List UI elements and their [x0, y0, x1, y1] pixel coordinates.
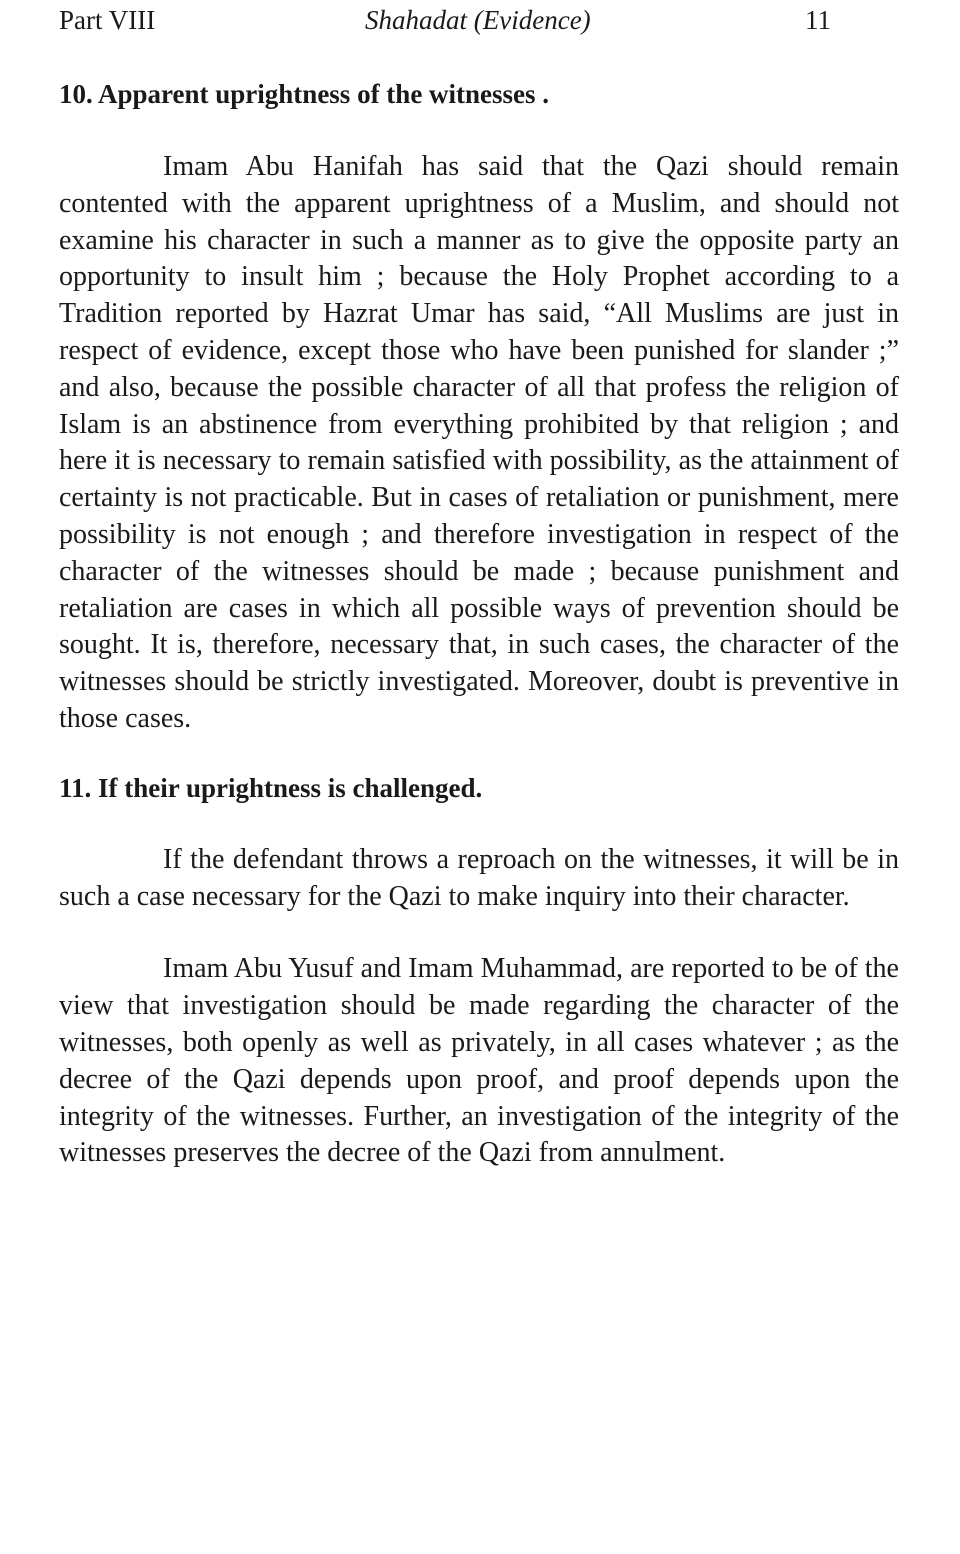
- header-part: Part VIII: [59, 5, 156, 35]
- paragraph: Imam Abu Yusuf and Imam Muhammad, are reported to be of the view that investigation should be made regarding the character of the witnesses, both openly as well as privately, in all cases whatever ; as the decree of the Qazi depends upon proof, and proof depends upon the integrity of the witnesses. Further, an investigation of the integrity of the witnesses preserves the decree of the Qazi from annulment.: [59, 953, 899, 1169]
- running-header: [59, 0, 899, 46]
- paragraph: If the defendant throws a reproach on the witnesses, it will be in such a case necessary for the Qazi to make inquiry into their character.: [59, 843, 899, 912]
- paragraph: Imam Abu Hanifah has said that the Qazi should remain contented with the apparent uprightness of a Muslim, and should not examine his character in such a manner as to give the opposite party an opportunity to insult him ; because the Holy Prophet according to a Tradition reported by Hazrat Umar has said, “All Muslims are just in respect of evidence, except those who have been punished for slander ;” and also, because the possible character of all that profess the religion of Islam is an abstinence from everything prohibited by that religion ; and here it is necessary to remain satisfied with possibility, as the attainment of certainty is not practicable. But in cases of retaliation or punishment, mere possibility is not enough ; and therefore investigation in respect of the character of the witnesses should be made ; because punishment and retaliation are cases in which all possible ways of prevention should be sought. It is, therefore, necessary that, in such cases, the character of the witnesses should be strictly investigated. Moreover, doubt is preventive in those cases.: [59, 151, 899, 734]
- document-page: [59, 0, 899, 1172]
- header-title: Shahadat (Evidence): [365, 5, 591, 35]
- section-heading-11: 11. If their uprightness is challenged.: [59, 772, 483, 803]
- section-heading-10: 10. Apparent uprightness of the witnesses .: [59, 79, 550, 109]
- page-number: 11: [805, 5, 831, 35]
